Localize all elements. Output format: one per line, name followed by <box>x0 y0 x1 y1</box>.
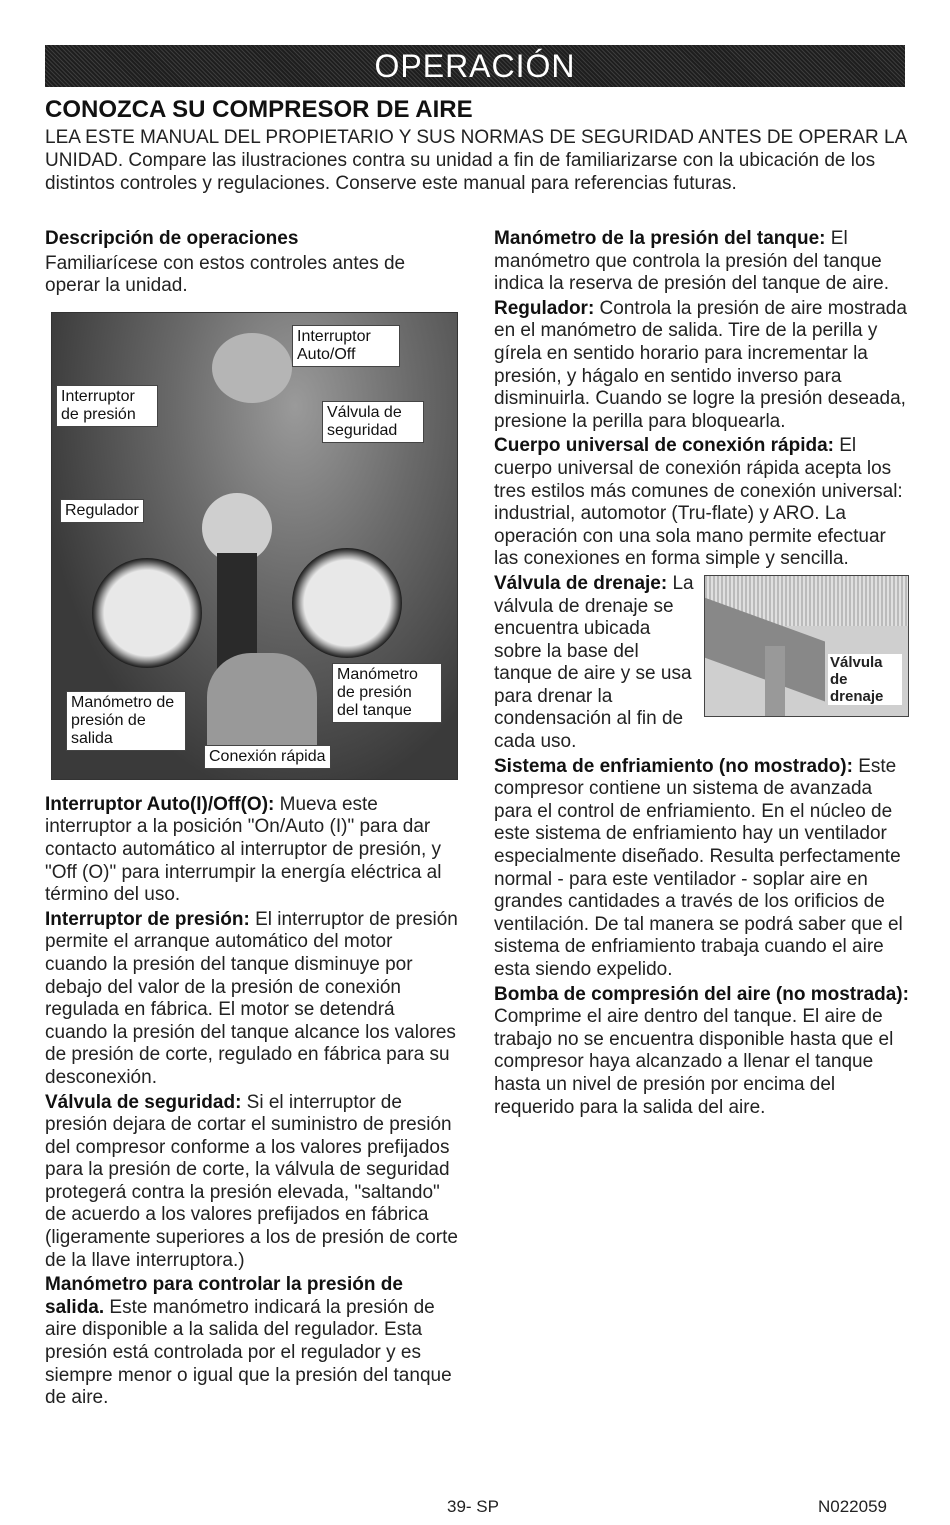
drain-valve-label: Válvula de drenaje <box>828 654 902 705</box>
section-banner <box>45 45 905 87</box>
cooling-system-paragraph: Sistema de enfriamiento (no mostrado): Este compresor contiene un sistema de avanzada para el control de enfriamiento. En el núcleo de este sistema de enfriamiento hay un ventilador especialmente diseñado. Resulta perfectamente normal - para este ventilador - soplar aire en grandes cantidades a través de los orificios de ventilación. De tal manera se podrá saber que el sistema de enfriamiento trabaja cuando el aire esta siendo expelido. <box>494 755 903 980</box>
pressure-switch-paragraph: Interruptor de presión: El interruptor de presión permite el arranque automático del motor cuando la presión del tanque disminuye por debajo del valor de la presión de conexión regulada en fábrica. El motor se detendrá cuando la presión del tanque alcance los valores de presión de corte, regulado en fábrica para su desconexión. <box>45 908 458 1088</box>
callout-safety-valve: Válvula de seguridad <box>322 401 424 443</box>
operations-heading: Descripción de operaciones <box>45 228 299 249</box>
callout-quick-connect: Conexión rápida <box>204 745 331 769</box>
regulator-paragraph: Regulador: Controla la presión de aire mostrada en el manómetro de salida. Tire de la perilla y gírela en sentido horario para incrementar la presión, y hágalo en sentido inverso para disminuirla. Cuando se logre la presión deseada, presione la perilla para bloquearla. <box>494 297 907 432</box>
left-column <box>45 228 460 1412</box>
right-column <box>494 228 909 1121</box>
tank-gauge-icon <box>292 548 402 658</box>
safety-valve-paragraph: Válvula de seguridad: Si el interruptor de presión dejara de cortar el suministro de presión del compresor conforme a los valores prefijados para la presión de corte, la válvula de seguridad protegerá contra la presión elevada, "saltando" de acuerdo a los valores prefijados en fábrica (ligeramente superiores a los de presión de corte de la llave interruptora.) <box>45 1091 458 1271</box>
drain-valve-paragraph: Válvula de drenaje: La válvula de drenaje se encuentra ubicada sobre la base del tanque de aire y se usa para drenar la condensación al fin de cada uso. <box>494 572 694 753</box>
outlet-gauge-paragraph: Manómetro para controlar la presión de salida. Este manómetro indicará la presión de aire disponible a la salida del regulador. Esta presión está controlada por el regulador y es siempre menor o igual que la presión del tanque de aire. <box>45 1274 452 1409</box>
banner-title: OPERACIÓN <box>374 47 576 84</box>
section-title: CONOZCA SU COMPRESOR DE AIRE <box>45 96 473 123</box>
callout-tank-gauge: Manómetro de presión del tanque <box>332 663 442 723</box>
page-number: 39- SP <box>447 1497 499 1516</box>
drain-valve-figure <box>704 575 909 717</box>
outlet-gauge-icon <box>92 558 202 668</box>
compressor-controls-figure <box>51 312 458 780</box>
air-pump-paragraph: Bomba de compresión del aire (no mostrada): Comprime el aire dentro del tanque. El aire de trabajo no se encuentra disponible hasta que el compresor haya alcanzado a llenar el tanque hasta un nivel de presión por encima del requerido para la salida del aire. <box>494 983 909 1118</box>
tank-gauge-paragraph: Manómetro de la presión del tanque: El manómetro que controla la presión del tanque indica la reserva de presión del tanque de aire. <box>494 228 890 295</box>
callout-regulator: Regulador <box>60 499 144 523</box>
operations-text: Familiarícese con estos controles antes de operar la unidad. <box>45 252 406 297</box>
document-code: N022059 <box>818 1497 888 1516</box>
callout-pressure-switch: Interruptor de presión <box>56 385 158 427</box>
callout-auto-off: Interruptor Auto/Off <box>292 325 400 367</box>
intro-paragraph: LEA ESTE MANUAL DEL PROPIETARIO Y SUS NORMAS DE SEGURIDAD ANTES DE OPERAR LA UNIDAD. Compare las ilustraciones contra su unidad a fin de familiarizarse con la ubicación de los distintos controles y regulaciones. Conserve este manual para referencias futuras. <box>45 127 907 194</box>
quick-connect-paragraph: Cuerpo universal de conexión rápida: El cuerpo universal de conexión rápida acepta los tres estilos más comunes de conexión universal: industrial, automotor (Tru-flate) y ARO. La operación con una sola mano permite efectuar las conexiones en forma simple y sencilla. <box>494 435 903 570</box>
auto-off-paragraph: Interruptor Auto(I)/Off(O): Mueva este interruptor a la posición "On/Auto (I)" para dar contacto automático al interruptor de presión, y "Off (O)" para interrumpir la energía eléctrica al término del uso. <box>45 793 442 906</box>
callout-outlet-gauge: Manómetro de presión de salida <box>66 691 186 751</box>
